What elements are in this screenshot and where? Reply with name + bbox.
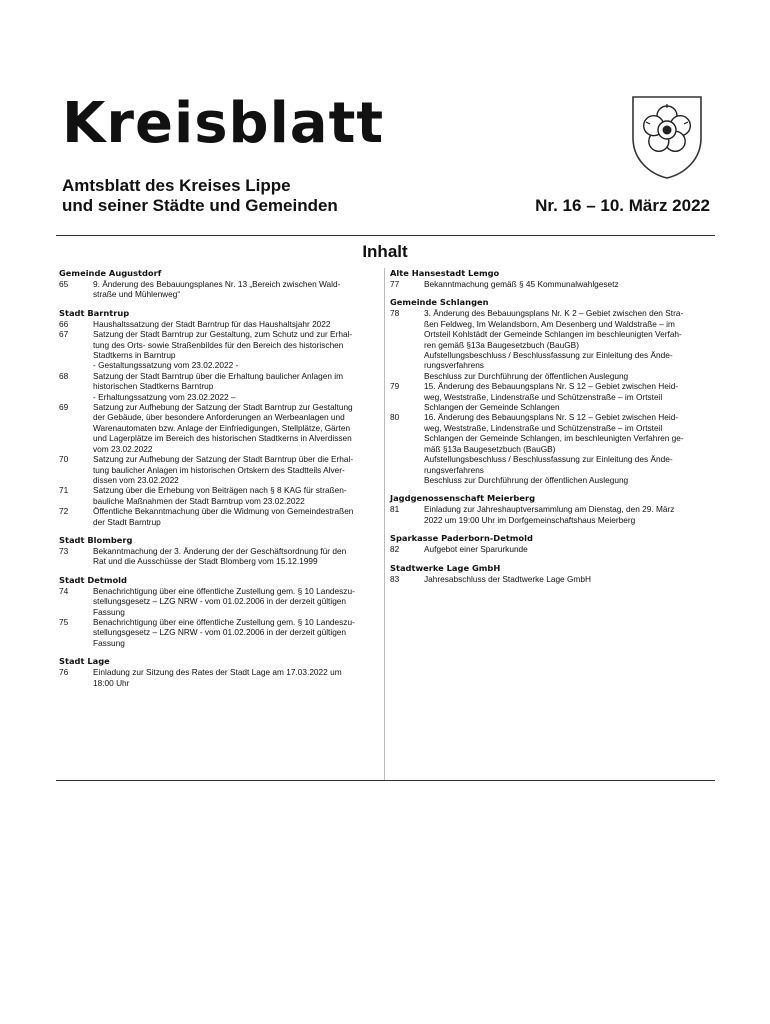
entry-number: 76 [59, 667, 69, 678]
footer-divider [56, 780, 715, 781]
entry-title: Benachrichtigung über eine öffentliche Zustellung gem. § 10 Landeszu- stellungsgesetz – LZG NRW - vom 01.02.2006 in der derzeit gültigen Fassung [93, 585, 355, 617]
section-heading: Jagdgenossenschaft Meierberg [390, 493, 536, 504]
entry-number: 83 [390, 573, 400, 584]
toc-entry[interactable] [390, 279, 712, 289]
entry-number: 80 [390, 412, 400, 423]
toc-section [59, 535, 380, 567]
subtitle-line-2: und seiner Städte und Gemeinden [62, 196, 338, 215]
toc-entry[interactable] [59, 586, 380, 617]
entry-title: Bekanntmachung gemäß § 45 Kommunalwahlgesetz [424, 279, 619, 289]
masthead-subtitle [62, 176, 338, 216]
entry-number: 65 [59, 279, 69, 289]
entry-title: Satzung über die Erhebung von Beiträgen nach § 8 KAG für straßen- bauliche Maßnahmen der Stadt Barntrup vom 23.02.2022 [93, 485, 347, 506]
entry-title: 16. Änderung des Bebauungsplans Nr. S 12 – Gebiet zwischen Heid- weg, Weststraße, Lindenstraße und Schützenstraße – im Ortsteil Schlangen der Gemeinde Schlangen, im beschleunigten Verfahren ge- mäß §13a Baugesetzbuch (BauGB) Aufstellungsbeschluss / Beschlussfassung zur Einleitung des Ände- rungsverfahrens Beschluss zur Durchführung der öffentlichen Auslegung [424, 412, 684, 485]
entry-title: Satzung der Stadt Barntrup über die Erhaltung baulicher Anlagen im historischen Stadtkerns Barntrup - Erhaltungssatzung vom 23.02.2022 – [93, 370, 343, 402]
masthead-title: Kreisblatt [62, 91, 385, 156]
entry-number: 82 [390, 544, 400, 555]
header-divider [56, 235, 715, 236]
entry-number: 72 [59, 506, 69, 517]
toc-entry[interactable] [59, 402, 380, 454]
toc-entry[interactable] [59, 319, 380, 329]
section-heading: Gemeinde Augustdorf [59, 268, 162, 278]
toc-entry[interactable] [59, 485, 380, 506]
toc-section [59, 268, 380, 300]
entry-number: 71 [59, 485, 69, 496]
entry-number: 77 [390, 279, 400, 289]
entry-number: 78 [390, 308, 400, 319]
entry-title: Jahresabschluss der Stadtwerke Lage GmbH [424, 573, 591, 584]
section-heading: Stadt Detmold [59, 574, 127, 585]
section-heading: Stadt Blomberg [59, 534, 133, 545]
lippe-rose-coat-of-arms-icon [630, 94, 704, 180]
subtitle-line-1: Amtsblatt des Kreises Lippe [62, 176, 291, 195]
entry-number: 67 [59, 329, 69, 340]
section-heading: Sparkasse Paderborn-Detmold [390, 533, 533, 544]
toc-entry[interactable] [59, 329, 380, 371]
toc-entry[interactable] [59, 506, 380, 527]
toc-entry[interactable] [390, 504, 712, 525]
entry-title: Bekanntmachung der 3. Änderung der der Geschäftsordnung für den Rat und die Ausschüsse der Stadt Blomberg vom 15.12.1999 [93, 545, 347, 567]
entry-title: 15. Änderung des Bebauungsplans Nr. S 12 – Gebiet zwischen Heid- weg, Weststraße, Lindenstraße und Schützenstraße – im Ortsteil Schlangen der Gemeinde Schlangen [424, 381, 679, 413]
entry-title: 3. Änderung des Bebauungsplans Nr. K 2 – Gebiet zwischen den Stra- ßen Feldweg, Im Welandsborn, Am Desenberg und Waldstraße – im Ortsteil Kohlstädt der Gemeinde Schlangen im beschleunigten Verfah- ren gemäß §13a Baugesetzbuch (BauGB) Aufstellungsbeschluss / Beschlussfassung zur Einleitung des Ände- rungsverfahrens Beschluss zur Durchführung der öffentlichen Auslegung [424, 308, 684, 381]
toc-entry[interactable] [390, 544, 712, 554]
toc-section [59, 656, 380, 688]
entry-number: 81 [390, 504, 400, 515]
toc-entry[interactable] [390, 412, 712, 485]
toc-entry[interactable] [59, 454, 380, 485]
column-divider [384, 268, 385, 780]
toc-entry[interactable] [59, 371, 380, 402]
entry-title: Einladung zur Jahreshauptversammlung am Dienstag, den 29. März 2022 um 19:00 Uhr im Dorfgemeinschaftshaus Meierberg [424, 504, 675, 525]
entry-title: Aufgebot einer Sparurkunde [424, 544, 528, 555]
entry-title: Haushaltssatzung der Stadt Barntrup für das Haushaltsjahr 2022 [93, 318, 331, 329]
entry-number: 73 [59, 545, 69, 556]
toc-entry[interactable] [390, 308, 712, 381]
section-heading: Stadt Barntrup [59, 307, 130, 318]
entry-number: 79 [390, 381, 400, 392]
toc-entry[interactable] [59, 617, 380, 648]
toc-entry[interactable] [390, 381, 712, 412]
entry-number: 69 [59, 402, 69, 413]
toc-section [390, 297, 712, 485]
entry-title: Satzung der Stadt Barntrup zur Gestaltung, zum Schutz und zur Erhal- tung des Orts- sowie Straßenbildes für den Bereich des historischen Stadtkerns in Barntrup - Gestaltungssatzung vom 23.02.2022 - [93, 329, 353, 371]
issue-number-date: Nr. 16 – 10. März 2022 [535, 196, 710, 215]
entry-title: Einladung zur Sitzung des Rates der Stadt Lage am 17.03.2022 um 18:00 Uhr [93, 667, 342, 688]
toc-section [390, 493, 712, 525]
entry-title: Satzung zur Aufhebung der Satzung der Stadt Barntrup über die Erhal- tung baulicher Anlagen im historischen Ortskern des Stadtteils Alver- dissen vom 23.02.2022 [93, 454, 354, 485]
toc-heading: Inhalt [362, 242, 408, 261]
toc-entry[interactable] [390, 574, 712, 584]
toc-section [59, 308, 380, 527]
toc-section [390, 533, 712, 554]
section-heading: Stadtwerke Lage GmbH [390, 562, 501, 573]
toc-entry[interactable] [59, 667, 380, 688]
toc-section [59, 575, 380, 648]
entry-number: 75 [59, 616, 69, 627]
entry-title: 9. Änderung des Bebauungsplanes Nr. 13 „Bereich zwischen Wald- straße und Mühlenweg“ [93, 279, 341, 300]
entry-number: 68 [59, 370, 69, 381]
section-heading: Stadt Lage [59, 656, 110, 667]
entry-number: 66 [59, 318, 69, 329]
section-heading: Gemeinde Schlangen [390, 297, 489, 308]
toc-left-column [59, 268, 380, 696]
entry-title: Benachrichtigung über eine öffentliche Zustellung gem. § 10 Landeszu- stellungsgesetz – LZG NRW - vom 01.02.2006 in der derzeit gültigen Fassung [93, 616, 355, 648]
toc-entry[interactable] [59, 279, 380, 300]
entry-number: 74 [59, 585, 69, 596]
section-heading: Alte Hansestadt Lemgo [390, 268, 500, 278]
entry-title: Satzung zur Aufhebung der Satzung der Stadt Barntrup zur Gestaltung der Gebäude, über besondere Anforderungen an Werbeanlagen und Warenautomaten bzw. Anlage der Einfriedigungen, Stellplätze, Gärten und Lagerplätze im Bereich des historischen Stadtkerns in Alverdissen vom 23.02.2022 [93, 402, 353, 454]
entry-title: Öffentliche Bekanntmachung über die Widmung von Gemeindestraßen der Stadt Barntrup [93, 506, 354, 527]
toc-right-column [390, 268, 712, 592]
toc-entry[interactable] [59, 546, 380, 567]
toc-section [390, 268, 712, 289]
toc-section [390, 563, 712, 584]
entry-number: 70 [59, 454, 69, 465]
